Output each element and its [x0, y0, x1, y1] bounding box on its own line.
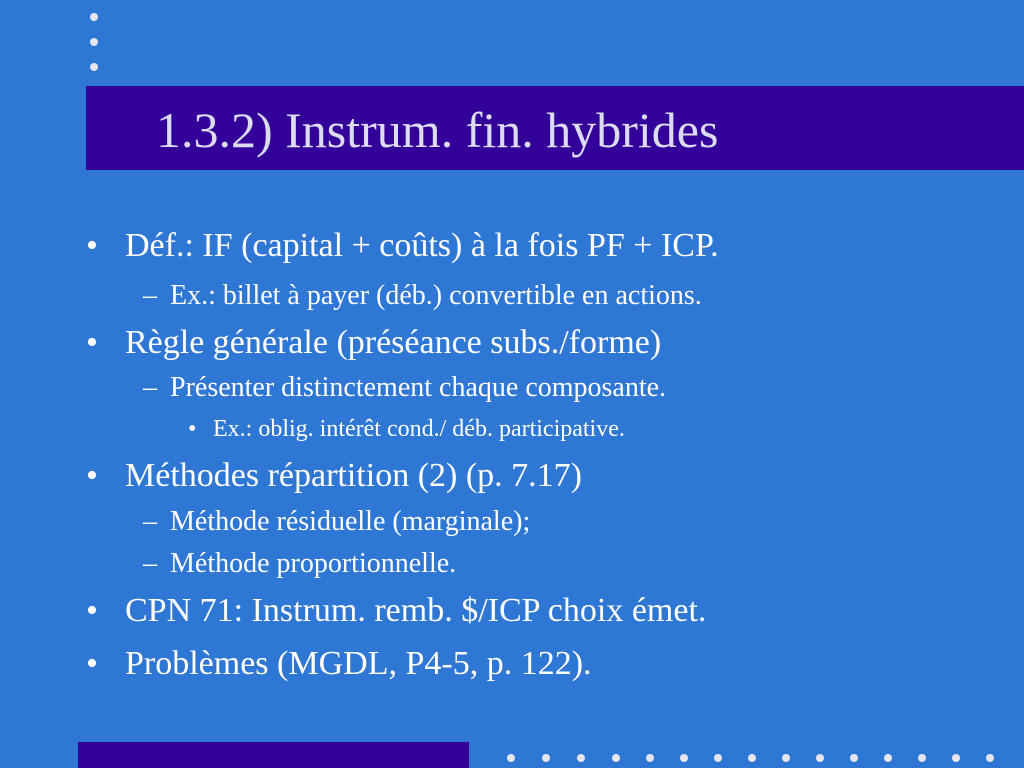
bullet-text: Déf.: IF (capital + coûts) à la fois PF + ICP.	[125, 227, 719, 264]
decor-dot	[507, 754, 515, 762]
decor-dot	[542, 754, 550, 762]
decor-dot	[646, 754, 654, 762]
sub-bullet-text: Ex.: billet à payer (déb.) convertible en actions.	[170, 280, 702, 311]
bullet-text: Problèmes (MGDL, P4-5, p. 122).	[125, 645, 592, 682]
bullet-text: Méthodes répartition (2) (p. 7.17)	[125, 457, 582, 494]
sub-bullet-marker: –	[143, 280, 157, 311]
bullet-marker: •	[86, 324, 98, 361]
decor-dot	[90, 63, 98, 71]
decor-dot	[612, 754, 620, 762]
footer-band	[78, 742, 469, 768]
sub-bullet-marker: –	[143, 548, 157, 579]
sub-bullet-text: Présenter distinctement chaque composante.	[170, 372, 667, 403]
decor-dot	[816, 754, 824, 762]
sub-sub-bullet-marker: •	[188, 416, 197, 442]
decor-dot	[90, 13, 98, 21]
decor-dot	[748, 754, 756, 762]
decor-dot	[577, 754, 585, 762]
decor-dot	[918, 754, 926, 762]
decor-dot	[884, 754, 892, 762]
sub-sub-bullet-text: Ex.: oblig. intérêt cond./ déb. participative.	[213, 416, 625, 442]
sub-bullet-marker: –	[143, 506, 157, 537]
bullet-marker: •	[86, 227, 98, 264]
sub-bullet-text: Méthode proportionnelle.	[170, 548, 457, 579]
decor-dot	[680, 754, 688, 762]
bullet-marker: •	[86, 645, 98, 682]
decor-dot	[782, 754, 790, 762]
bullet-marker: •	[86, 457, 98, 494]
sub-bullet-marker: –	[143, 372, 157, 403]
bullet-text: CPN 71: Instrum. remb. $/ICP choix émet.	[125, 592, 707, 629]
slide-title: 1.3.2) Instrum. fin. hybrides	[156, 102, 719, 158]
decor-dot	[986, 754, 994, 762]
bullet-marker: •	[86, 592, 98, 629]
decor-dot	[714, 754, 722, 762]
bullet-text: Règle générale (préséance subs./forme)	[125, 324, 662, 361]
decor-dot	[90, 38, 98, 46]
sub-bullet-text: Méthode résiduelle (marginale);	[170, 506, 531, 537]
decor-dot	[952, 754, 960, 762]
decor-dot	[850, 754, 858, 762]
